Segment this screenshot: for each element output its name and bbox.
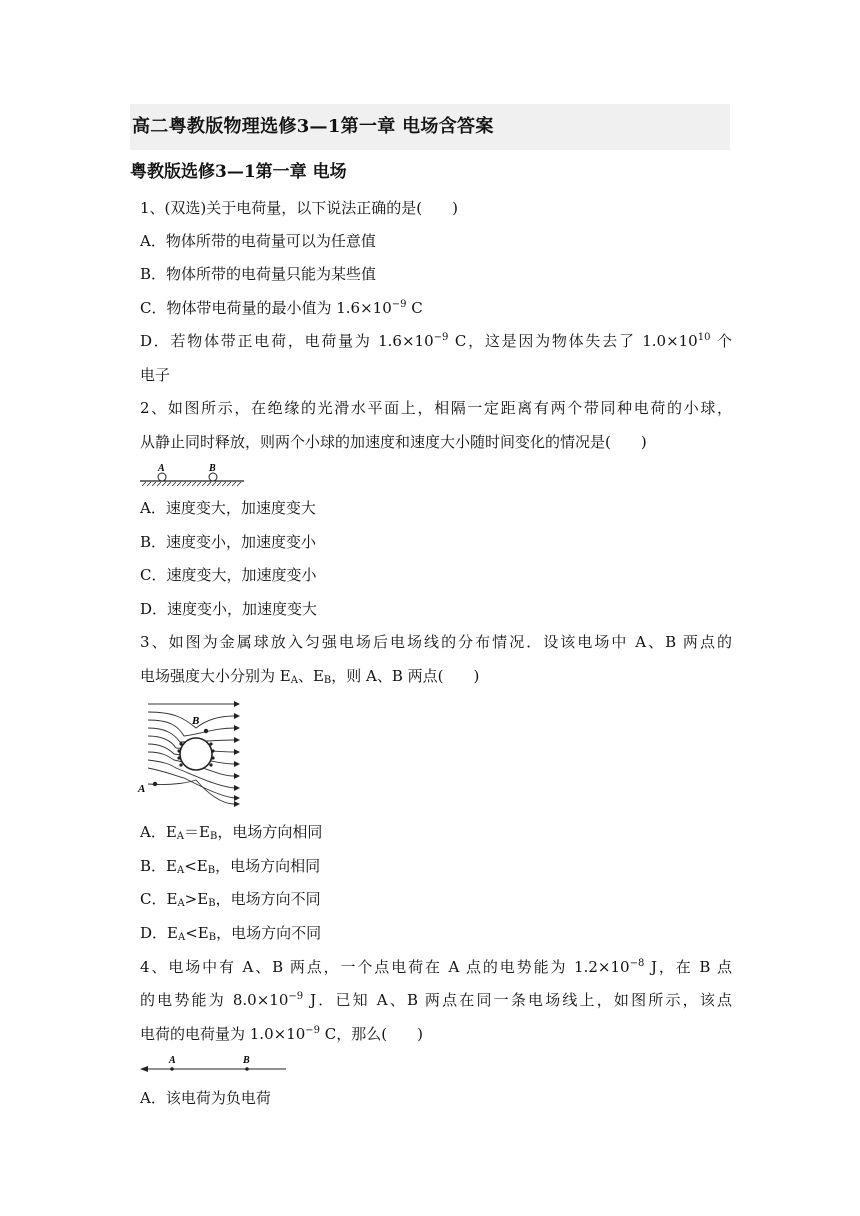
q2-option-a: A．速度变大，加速度变大 — [140, 499, 316, 517]
q1-option-d: D．若物体带正电荷，电荷量为 $1.6\times 10^{-9}$ C，这是因为物体失去了 $1.0\times 10^{10}$ 个 — [140, 332, 732, 350]
q1-option-a: A．物体所带的电荷量可以为任意值 — [140, 232, 376, 250]
q4-stem-line2: 的电势能为 $8.0\times 10^{-9}$ J．已知 A、B 两点在同一条电场线上，如图所示，该点 — [140, 991, 732, 1009]
q1-option-d-wrap: 电子 — [140, 366, 171, 384]
q3-figure-field-lines — [134, 698, 244, 810]
q3-option-c: C．$E_A>E_B$，电场方向不同 — [140, 890, 321, 909]
q3-option-b: B．$E_A<E_B$，电场方向相同 — [140, 857, 321, 876]
q3-stem-line2: 电场强度大小分别为 $E_A$、$E_B$，则 A、B 两点( ) — [140, 667, 480, 686]
q3-figure-label-b: B — [192, 715, 200, 727]
q4-stem-line1: 4、电场中有 A、B 两点，一个点电荷在 A 点的电势能为 $1.2\times 10^{-8}$ J，在 B 点 — [140, 958, 733, 976]
q1-option-c: C．物体带电荷量的最小值为 $1.6\times 10^{-9}$ C — [140, 299, 423, 317]
q2-figure-label-a: A — [158, 463, 165, 474]
q2-option-b: B．速度变小，加速度变小 — [140, 533, 317, 551]
q2-option-c: C．速度变大，加速度变小 — [140, 566, 317, 584]
title-bar — [130, 104, 730, 150]
q2-figure-two-balls — [140, 461, 248, 487]
q2-figure-label-b: B — [209, 463, 216, 474]
q3-option-d: D．$E_A<E_B$，电场方向不同 — [140, 924, 322, 943]
q4-option-a: A．该电荷为负电荷 — [140, 1089, 271, 1107]
q1-option-b: B．物体所带的电荷量只能为某些值 — [140, 265, 377, 283]
q3-figure-label-a: A — [138, 783, 146, 795]
q4-stem-line3: 电荷的电荷量为 $1.0\times 10^{-9}$ C，那么( ) — [140, 1025, 423, 1043]
q3-option-a: A．$E_A=E_B$，电场方向相同 — [140, 823, 323, 842]
q2-stem-line1: 2、如图所示，在绝缘的光滑水平面上，相隔一定距离有两个带同种电荷的小球， — [140, 399, 732, 417]
q1-stem: 1、(双选)关于电荷量，以下说法正确的是( ) — [140, 199, 458, 217]
q4-figure-field-line — [140, 1053, 290, 1075]
section-subtitle: 粤教版选修3—1第一章 电场 — [130, 162, 347, 182]
q4-figure-label-a: A — [169, 1055, 176, 1066]
q2-option-d: D．速度变小，加速度变大 — [140, 600, 318, 618]
document-title: 高二粤教版物理选修3—1第一章 电场含答案 — [132, 116, 494, 137]
q3-stem-line1: 3、如图为金属球放入匀强电场后电场线的分布情况．设该电场中 A、B 两点的 — [140, 633, 732, 651]
q4-figure-label-b: B — [243, 1055, 250, 1066]
q2-stem-line2: 从静止同时释放，则两个小球的加速度和速度大小随时间变化的情况是( ) — [140, 433, 647, 451]
